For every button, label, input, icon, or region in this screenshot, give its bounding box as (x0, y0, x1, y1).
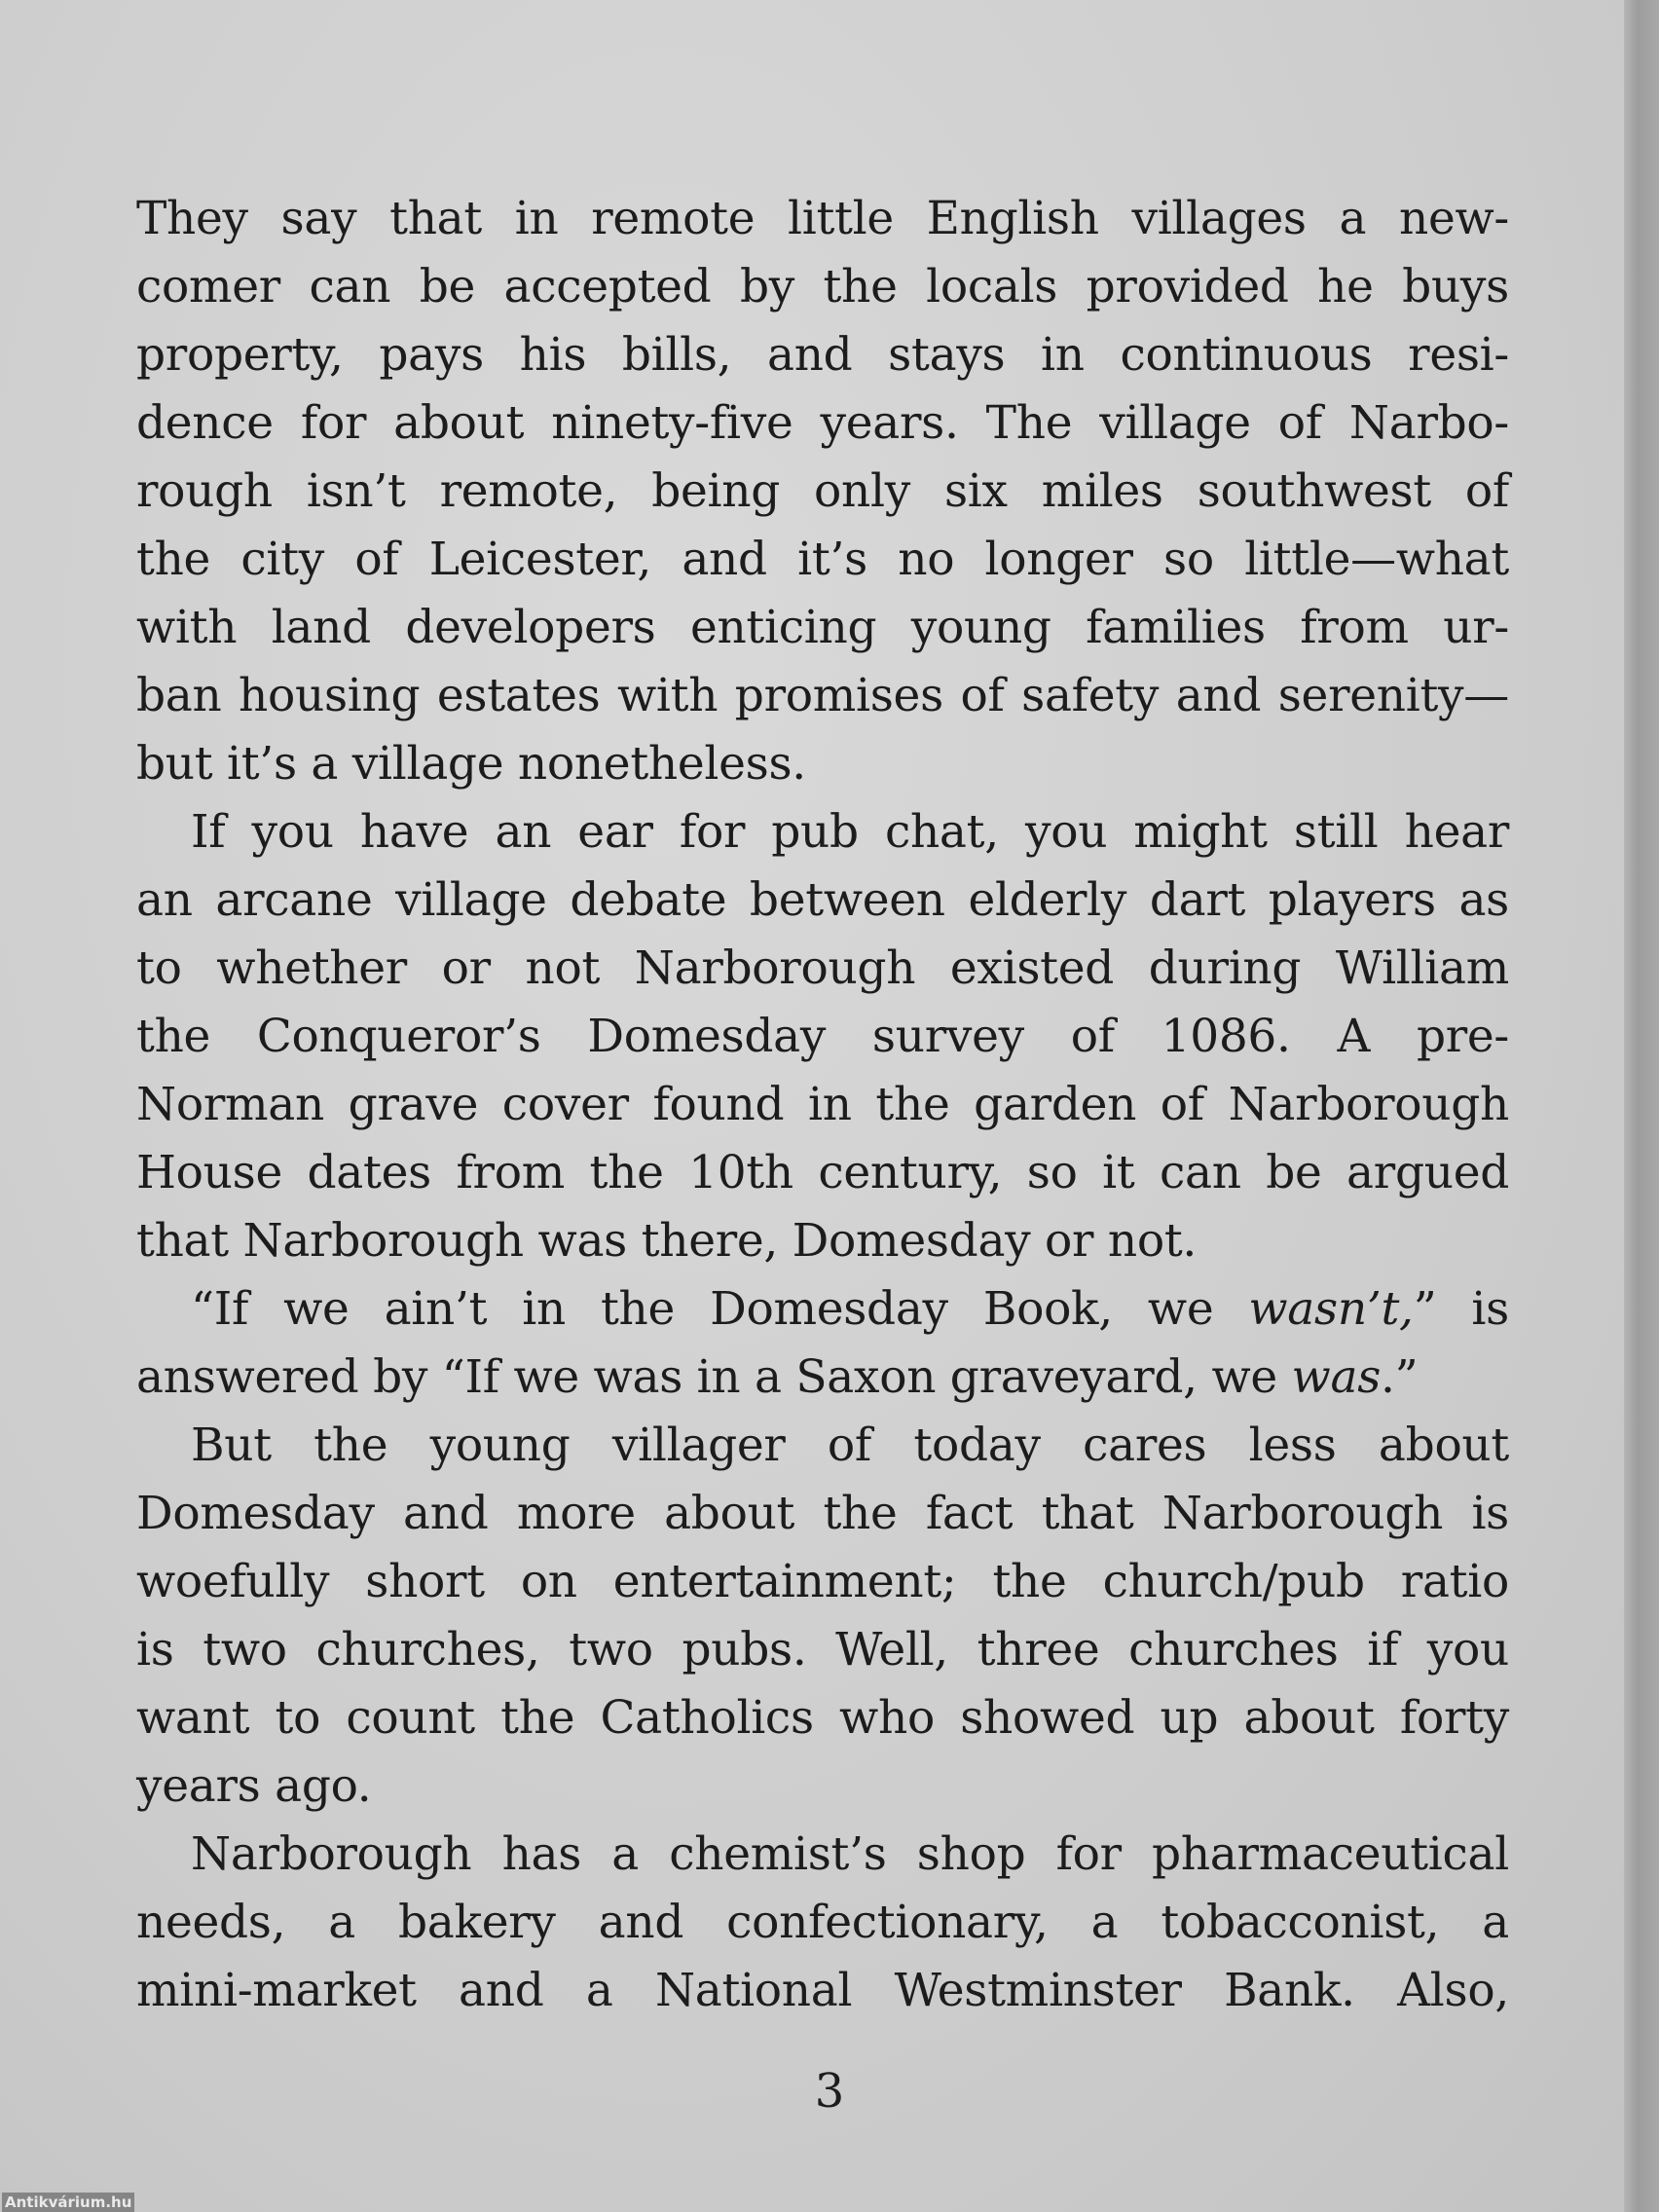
text-run: .” (1381, 1350, 1419, 1404)
text-line: want to count the Catholics who showed up about forty (136, 1691, 1509, 1745)
text-line: comer can be accepted by the locals provided he buys (136, 260, 1509, 313)
text-line: Norman grave cover found in the garden of Narborough (136, 1078, 1509, 1131)
text-line: If you have an ear for pub chat, you might still hear (191, 805, 1509, 859)
text-line: House dates from the 10th century, so it can be argued (136, 1146, 1509, 1199)
page-edge-shadow (1624, 0, 1659, 2212)
paragraph-3 (136, 1275, 1509, 1412)
text-line: that Narborough was there, Domesday or not. (136, 1214, 1198, 1268)
italic-text: wasn’t, (1248, 1282, 1414, 1336)
text-run: answered by “If we was in a Saxon graveyard, we (136, 1350, 1292, 1404)
text-line: an arcane village debate between elderly dart players as (136, 873, 1509, 927)
text-run: “If we ain’t in the Domesday Book, we (191, 1282, 1249, 1336)
text-line: the Conqueror’s Domesday survey of 1086. A pre- (136, 1010, 1509, 1063)
text-line: rough isn’t remote, being only six miles southwest of (136, 464, 1509, 518)
text-line: mini-market and a National Westminster Bank. Also, (136, 1964, 1509, 2017)
paragraph-5 (136, 1821, 1509, 2025)
text-line: Narborough has a chemist’s shop for pharmaceutical (191, 1827, 1509, 1881)
text-line: with land developers enticing young families from ur- (136, 601, 1509, 654)
text-line: woefully short on entertainment; the church/pub ratio (136, 1555, 1509, 1608)
text-line: the city of Leicester, and it’s no longer so little—what (136, 533, 1509, 586)
page-number: 3 (814, 2064, 845, 2119)
text-line: But the young villager of today cares less about (191, 1419, 1509, 1472)
italic-text: was (1291, 1350, 1382, 1404)
text-line: property, pays his bills, and stays in continuous resi- (136, 328, 1509, 382)
text-line: years ago. (136, 1759, 372, 1813)
body-text (136, 185, 1509, 2025)
text-line: to whether or not Narborough existed during William (136, 941, 1509, 995)
text-line: ban housing estates with promises of safety and serenity— (136, 669, 1509, 722)
text-line: dence for about ninety-five years. The village of Narbo- (136, 396, 1509, 450)
watermark: Antikvárium.hu (2, 2193, 134, 2212)
text-line: needs, a bakery and confectionary, a tobacconist, a (136, 1896, 1509, 1949)
text-line: is two churches, two pubs. Well, three churches if you (136, 1623, 1509, 1677)
text-line: They say that in remote little English villages a new- (136, 192, 1509, 245)
paragraph-2 (136, 798, 1509, 1275)
text-line: but it’s a village nonetheless. (136, 737, 806, 791)
text-line (136, 1275, 1509, 1344)
text-run: ” is (1413, 1282, 1509, 1336)
text-line: Domesday and more about the fact that Narborough is (136, 1487, 1509, 1540)
paragraph-4 (136, 1412, 1509, 1821)
paragraph-1 (136, 185, 1509, 798)
text-line (136, 1344, 1509, 1412)
